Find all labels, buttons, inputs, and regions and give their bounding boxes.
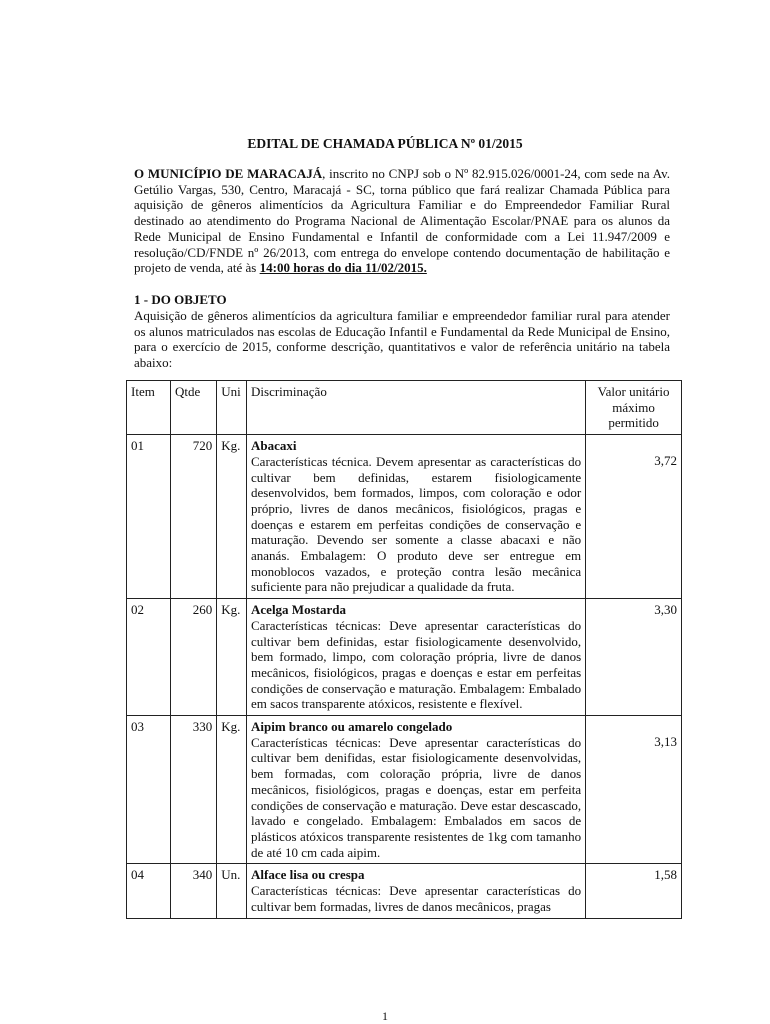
product-name: Aipim branco ou amarelo congelado [251, 719, 453, 735]
row-qtde: 260 [171, 599, 217, 716]
row-uni: Kg. [217, 599, 247, 716]
product-name: Acelga Mostarda [251, 602, 346, 618]
row-qtde: 340 [171, 864, 217, 918]
row-item: 02 [127, 599, 171, 716]
row-value: 1,58 [586, 864, 682, 918]
page-number: 1 [382, 1009, 388, 1023]
deadline-text: 14:00 horas do dia 11/02/2015. [259, 260, 427, 276]
row-uni: Kg. [217, 435, 247, 599]
product-name: Alface lisa ou crespa [251, 867, 365, 883]
header-uni: Uni [217, 381, 247, 435]
row-value [586, 716, 682, 864]
product-description: Características técnicas: Deve apresentar características do cultivar bem formadas, livres de danos mecânicos, pragas [251, 883, 582, 914]
unit-value: 3,13 [654, 734, 677, 750]
row-qtde: 720 [171, 435, 217, 599]
intro-text: , inscrito no CNPJ sob o Nº 82.915.026/0001-24, com sede na Av. Getúlio Vargas, 530, Centro, Maracajá - SC, torna público que fará realizar Chamada Pública para aquisição de gêneros alimentícios da Agricultura Familiar e do Empreendedor Familiar Rural destinado ao atendimento do Programa Nacional de Alimentação Escolar/PNAE para os alunos da Rede Municipal de Ensino Fundamental e Infantil de conformidade com a Lei 11.947/2009 e resolução/CD/FNDE nº 26/2013, com entrega do envelope contendo documentação de habilitação e projeto de venda, até às [134, 166, 670, 276]
row-description [247, 435, 586, 599]
document-title: EDITAL DE CHAMADA PÚBLICA Nº 01/2015 [247, 136, 523, 151]
row-uni: Kg. [217, 716, 247, 864]
row-description [247, 716, 586, 864]
row-item: 04 [127, 864, 171, 918]
table-header-row [127, 381, 682, 435]
row-description [247, 864, 586, 918]
product-description: Características técnica. Devem apresentar as características do cultivar bem definidas, estarem fisiologicamente desenvolvidos, bem formados, limpos, com coloração e odor próprio, livres de danos mecânicos, fisiológicos, pragas e doenças e estarem em perfeitas condições de conservação e maturação. Devendo ser somente a classe abacaxi e não ananás. Embalagem: O produto deve ser entregue em monoblocos vazados, e proteção contra lesão mecânica suficiente para não prejudicar a qualidade da fruta. [251, 453, 582, 595]
product-description: Características técnicas: Deve apresentar características do cultivar bem definidas, estar fisiologicamente desenvolvido, bem formado, limpo, com coloração própria, livre de danos mecânicos, fisiológicos, pragas e doenças e estar em perfeitas condições de conservação e maturação. Embalagem: Embalado em sacos transparente atóxicos, resistente e flexível. [251, 617, 582, 712]
items-table [126, 380, 682, 919]
header-item: Item [127, 381, 171, 435]
table-row [127, 599, 682, 716]
header-description: Discriminação [247, 381, 586, 435]
table-row [127, 435, 682, 599]
row-value [586, 435, 682, 599]
header-qtde: Qtde [171, 381, 217, 435]
row-item: 01 [127, 435, 171, 599]
section-text: Aquisição de gêneros alimentícios da agricultura familiar e empreendedor familiar rural para atender os alunos matriculados nas escolas de Educação Infantil e Fundamental da Rede Municipal de Ensino, para o exercício de 2015, conforme descrição, quantitativos e valor de referência unitário na tabela abaixo: [134, 308, 670, 371]
row-value: 3,30 [586, 599, 682, 716]
table-row [127, 716, 682, 864]
table-row [127, 864, 682, 918]
row-uni: Un. [217, 864, 247, 918]
product-description: Características técnicas: Deve apresentar características do cultivar bem denifidas, estar fisiologicamente desenvolvidas, bem formadas, com coloração própria, livre de danos mecânicos, fisiológicos, pragas e doenças, estar em perfeita condições de conservação e maturação. Deve estar descascado, lavado e congelado. Embalagem: Embalados em sacos de plásticos atóxicos transparente resistentes de 1kg com tamanho de até 10 cm cada aipim. [251, 734, 582, 860]
header-value: Valor unitário máximo permitido [586, 381, 682, 435]
entity-name: O MUNICÍPIO DE MARACAJÁ [134, 166, 323, 181]
section-heading: 1 - DO OBJETO [134, 292, 227, 307]
row-description [247, 599, 586, 716]
row-qtde: 330 [171, 716, 217, 864]
unit-value: 3,72 [654, 453, 677, 469]
intro-paragraph [134, 166, 670, 276]
row-item: 03 [127, 716, 171, 864]
product-name: Abacaxi [251, 438, 297, 454]
